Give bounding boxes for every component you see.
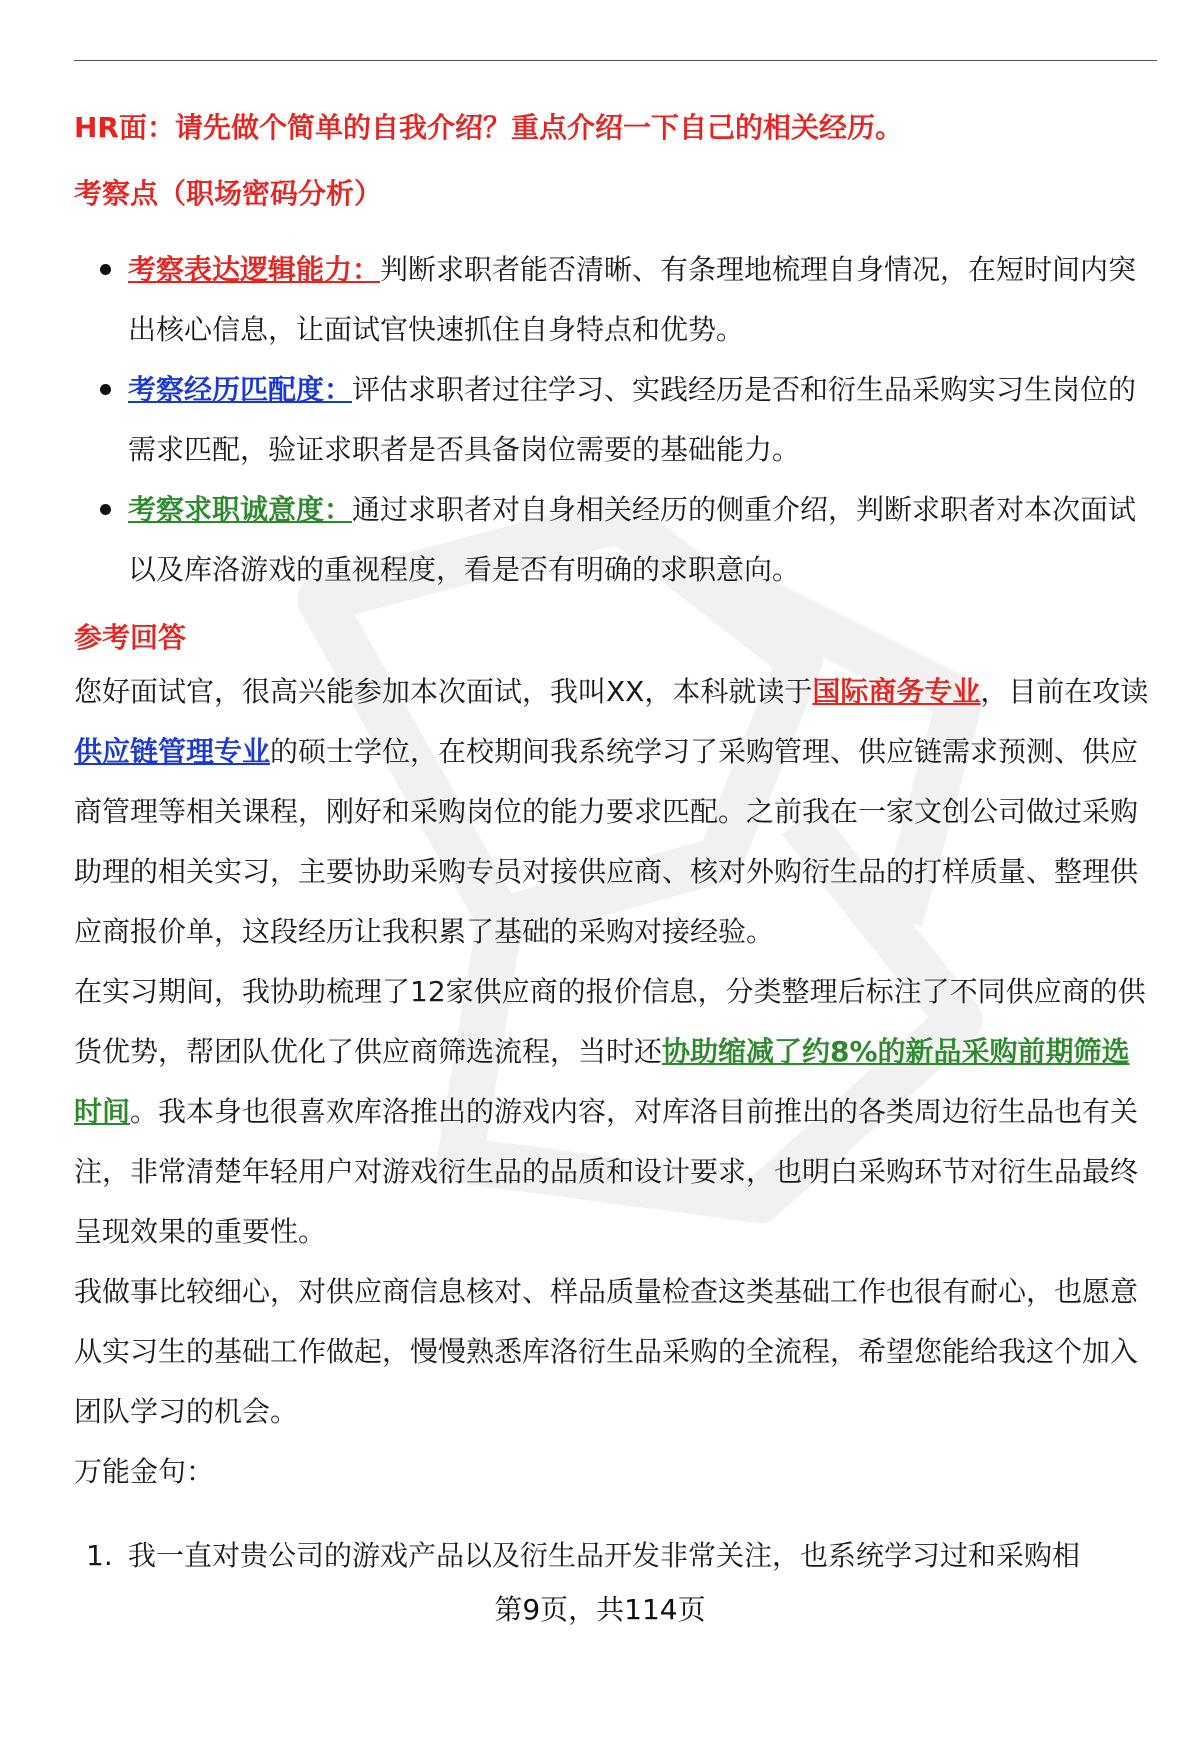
bullet-icon (100, 384, 111, 395)
answer-paragraph-1 (74, 662, 1157, 962)
golden-sentences-list (74, 1526, 1157, 1586)
point-text: 评估求职者过往学习、实践经历是否和衍生品采购实习生岗位的需求匹配，验证求职者是否具备岗位需要的基础能力。 (128, 373, 1137, 466)
para-text: 的硕士学位，在校期间我系统学习了采购管理、供应链需求预测、供应商管理等相关课程，刚好和采购岗位的能力要求匹配。之前我在一家文创公司做过采购助理的相关实习，主要协助采购专员对接供应商、核对外购衍生品的打样质量、整理供应商报价单，这段经历让我积累了基础的采购对接经验。 (74, 735, 1139, 948)
golden-sentences-heading: 万能金句： (74, 1455, 215, 1488)
content-area (74, 100, 1157, 1586)
answer-paragraph-2 (74, 962, 1157, 1262)
point-text: 判断求职者能否清晰、有条理地梳理自身情况，在短时间内突出核心信息，让面试官快速抓住自身特点和优势。 (128, 253, 1137, 346)
point-key: 考察表达逻辑能力： (128, 253, 381, 286)
highlight-achievement: 协助缩减了约8%的新品采购前期筛选时间 (74, 1035, 1130, 1128)
list-item (74, 360, 1157, 480)
question-heading: HR面：请先做个简单的自我介绍？重点介绍一下自己的相关经历。 (74, 111, 903, 144)
list-item (74, 1526, 1157, 1586)
highlight-master: 供应链管理专业 (74, 735, 271, 768)
point-text: 通过求职者对自身相关经历的侧重介绍，判断求职者对本次面试以及库洛游戏的重视程度，看是否有明确的求职意向。 (128, 493, 1137, 586)
page-footer: 第9页，共114页 (494, 1593, 706, 1626)
answer-paragraph-3: 我做事比较细心，对供应商信息核对、样品质量检查这类基础工作也很有耐心，也愿意从实习生的基础工作做起，慢慢熟悉库洛衍生品采购的全流程，希望您能给我这个加入团队学习的机会。 (74, 1275, 1139, 1428)
point-key: 考察经历匹配度： (128, 373, 353, 406)
list-item (74, 480, 1157, 600)
para-text: 您好面试官，很高兴能参加本次面试，我叫XX，本科就读于 (74, 675, 813, 708)
highlight-major: 国际商务专业 (812, 675, 981, 708)
para-text: 在实习期间，我协助梳理了12家供应商的报价信息，分类整理后标注了不同供应商的供货优势，帮团队优化了供应商筛选流程，当时还 (74, 975, 1146, 1068)
bullet-icon (100, 264, 111, 275)
answer-heading: 参考回答 (74, 621, 187, 654)
analysis-points-list (74, 240, 1157, 600)
para-text: ，目前在攻读 (980, 675, 1149, 708)
analysis-heading: 考察点（职场密码分析） (74, 177, 383, 210)
point-key: 考察求职诚意度： (128, 493, 353, 526)
header-rule (74, 60, 1157, 61)
para-text: 。我本身也很喜欢库洛推出的游戏内容，对库洛目前推出的各类周边衍生品也有关注，非常清楚年轻用户对游戏衍生品的品质和设计要求，也明白采购环节对衍生品最终呈现效果的重要性。 (74, 1095, 1139, 1248)
bullet-icon (100, 504, 111, 515)
list-item (74, 240, 1157, 360)
list-number: 1. (86, 1539, 113, 1572)
list-item-text: 我一直对贵公司的游戏产品以及衍生品开发非常关注，也系统学习过和采购相 (128, 1539, 1081, 1572)
